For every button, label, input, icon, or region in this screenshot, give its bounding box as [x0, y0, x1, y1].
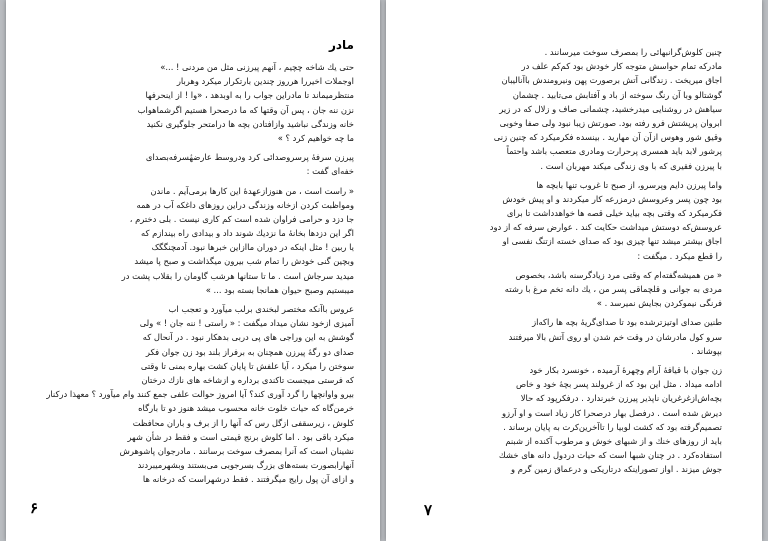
text-line: میدید سرجاش است . ما تا ستانها هرشب گاومان را بقلاب پشت در [121, 270, 354, 281]
text-line: خانه وزندگی نباشید وازافتادن بچه ها درامتحر جلوگیری نکنید [146, 118, 354, 129]
text-line: اجاق میریخت . زندگانی آتش برصورت پهن ونیرومندش باآنالیبان [501, 75, 722, 86]
text-line: پرشور لابد باید همسری پرحرارت ومادری متعصب باشد واحتماً [506, 146, 722, 157]
text-line: وبچین گنی خودش را تمام شب بیرون میگذاشت و صبح پا میشد [134, 256, 354, 267]
text-line: بود چون پسر وعروسش درمزرعه کار میکردند و او پیش خودش [502, 193, 722, 204]
text-line: بیرو واوانچها را گرد آوری کند؟ آیا امروز حوالت علفی جمع کنند وام میآورد ؟ معهذا درکنار [46, 389, 354, 400]
text-line: « راست است ، من هنوزازعهدهٔ این کارها برمی‌آیم . ماندن [150, 185, 354, 196]
text-line: واما پیرزن دایم وپرسرو، از صبح تا غروب تنها بابچه ها [536, 179, 722, 190]
text-line: گوشش به این وراجی های پی دربی بدهکار نبود . در آنحال که [142, 332, 354, 343]
text-line: مردی به جوانی و قلچماقی پسر من ، یك دانه تخم مرغ با رشته [504, 284, 722, 294]
text-line: صدای دو رگۀ پیرزن همچنان به برفراز بلند بود زن جوان فکر [145, 346, 354, 357]
right-page-text [426, 45, 722, 476]
text-line: اگر این دزدها بخانهٔ ما نزدیك شوند داد و بیدادی راه بیندازم که [141, 228, 354, 239]
text-line: باید از روزهای خنك و از شبهای خوش و مرطوب آکنده از شبنم [505, 435, 722, 446]
text-line: پیرزن سرفۀ پرسروصدائی کرد ودروسط عارضهٔسرفه‌بصدای [145, 152, 354, 163]
text-line: آنهارابصورت بسته‌های بزرگ بسرجوبی می‌بستند وبشهرمیبردند [137, 460, 354, 471]
text-line: تصمیم‌گرفته بود که کشت لوبیا را تاآخرین‌کرت به پایان برساند . [503, 421, 722, 432]
text-line: آمیزی ازخود نشان میداد میگفت : « راستی ! ننه جان ! » ولی [139, 318, 354, 329]
text-line: ادامه میداد . مثل این بود که از غرولند پسر بچۀ خود و خاص [515, 379, 722, 390]
page-left [6, 0, 380, 541]
text-line: با پیرزن فقیری که با وی زندگی میکند مهربان است . [540, 160, 722, 171]
text-line: مادرکه تمام حواسش متوجه کار خودش بود کم‌کم علف در [521, 61, 722, 72]
text-line: میبستیم وصبح حیوان همانجا بسته بود ... » [205, 284, 354, 295]
text-line: یا ربین ! مثل اینکه در دوران ماازاین خبرها نبود. آدمچنگگک [151, 242, 354, 253]
text-line: طنین صدای اوتیزترشده بود تا صدای‌گریۀ بچه ها راکه‌از [532, 317, 722, 328]
text-line: چنین کلوش‌گرانبهائی را بمصرف سوخت میرسانند . [544, 47, 722, 57]
page-right [386, 0, 762, 541]
text-line: « من همیشه‌گفته‌ام که وقتی مرد زیادگرسنه باشد، بخصوص [515, 269, 722, 280]
chapter-title: مادر [328, 38, 354, 52]
text-line: که فرستی میجست تاکندی برداره و ازشاخه های نازك درختان [141, 374, 354, 385]
text-line: سیاهش در روشنایی میدرخشید، چشمانی صاف و زلال که در زیر [499, 103, 722, 114]
page-number-right: ۷ [424, 501, 433, 519]
text-line: کلوش ، زیرسقفی ازگل رس که آنها را از برف و باران محافظت [132, 417, 354, 428]
left-page-text [44, 60, 354, 486]
text-line: میکرد باقی بود . اما کلوش برنج قیمتی است و فقط در شأن شهر [127, 431, 354, 442]
text-line: اوجملات اخیررا هرروز چندین بارتکرار میکرد وهربار [176, 76, 354, 87]
page-number-left: ۶ [30, 499, 39, 517]
text-line: جا دزد و حرامی فراوان شده است کم کاری نیست . بلی دخترم ، [129, 213, 354, 224]
text-line: عروس باآنکه مختصر لبخندی برلب میآورد و تعجب اب [168, 304, 354, 314]
text-line: استفاده‌کرد . در چنان شبها است که حیات دردول دانه های خشك [498, 450, 722, 461]
text-line: سرو کول مادرشان در وقت خم شدن او روی آتش بالا میرفتند [508, 331, 722, 342]
text-line: حتی یك شاخه چچیم ، آنهم پیرزنی مثل من مردنی ! ...» [160, 62, 354, 72]
text-line: ابروان پرپشتش فرو رفته بود. صورتش زیبا نبود ولی صفا وخوبی [499, 117, 722, 128]
text-line: سوختن را میکرد ، آیا علفش تا پایان کشت بهاره بمنی تا وقتی [140, 360, 354, 371]
text-line: نزن ننه جان ، پس آن وقتها که ما درصحرا هستیم اگرشماهواب [137, 104, 354, 115]
text-line: فرنگی نیموکردن بجایش نمیرسد . » [596, 298, 722, 309]
text-line: را قطع میکرد . میگفت : [637, 250, 722, 261]
text-line: نشینان است که آنرا بمصرف سوخت برسانند . مادرجوان پاشوهرش [119, 445, 354, 456]
text-line: ومواظبت کردن ازخانه وزندگی دراین روزهای داغکه آب در همه [136, 199, 354, 210]
text-line: ما چه خواهیم کرد ؟ » [277, 132, 354, 143]
text-line: زن جوان با قیافهٔ آرام وچهرهٔ آرمیده ، خونسرد بکار خود [529, 364, 722, 375]
text-line: و ازای آن پول رایج میگرفتند . فقط درشهراست که درخانه ها [142, 474, 354, 485]
text-line: گوشتالو وبا آن رنگ سوخته از باد و آفتابش می‌تابید . چشمان [512, 89, 722, 100]
text-line: وقیق شور وهوس ازآن آن مهارید . بینسده فکرمیکرد که چنین زنی [493, 132, 722, 143]
text-line: منتظرمیماند تا مادراین جواب را به اوبدهد ، «وا ! از اینحرفها [145, 90, 354, 101]
text-line: فکرمیکرد که وقتی بچه بیاید خیلی قصه ها خواهدداشت تا برای [506, 208, 722, 219]
text-line: خرمن‌گاه که حیات خلوت خانه محسوب میشد هنوز دو تا بارگاه [138, 403, 354, 414]
text-line: بچه‌اش‌ازغرغریان ناپذیر پیرزن خبرندارد . درفکرپود که حالا [520, 393, 722, 404]
text-line: عروسش‌که دوستش میداشت حکایت کند . عوارض سرفه که از دود [489, 222, 722, 233]
text-line: خفه‌ای گفت : [306, 166, 354, 177]
text-line: اجاق بیشتر میشد تنها چیزی بود که صدای خسته ازتنگ نفسی او [502, 236, 722, 247]
text-line: جوش میزند . اواز تصوراینکه درتاریکی و درعماق زمین گرم و [511, 464, 722, 475]
text-line: دیرش شده است . درفصل بهار درصحرا کار زیاد است و او آرزو [502, 407, 722, 418]
text-line: بپوشاند . [691, 345, 722, 356]
